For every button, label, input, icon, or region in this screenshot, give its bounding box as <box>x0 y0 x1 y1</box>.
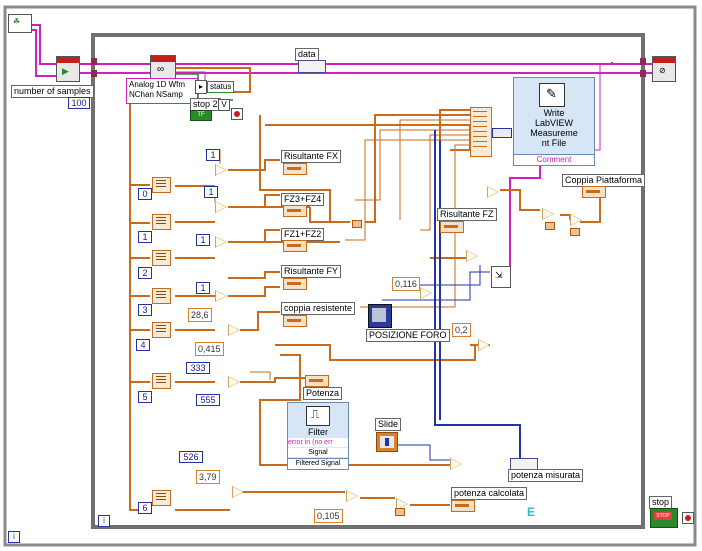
stop2-label: stop 2 <box>190 98 221 111</box>
constant-28-6[interactable]: 28,6 <box>188 308 212 322</box>
status-label: status <box>207 81 234 93</box>
channel-index-0[interactable]: 0 <box>138 188 152 200</box>
channel-index-1[interactable]: 1 <box>138 231 152 243</box>
coppia-resistente-indicator[interactable] <box>283 315 307 327</box>
multiply-node <box>228 324 240 336</box>
write-file-title: Write LabVIEW Measureme nt File <box>530 108 578 148</box>
number-of-samples-constant[interactable]: 100 <box>68 97 90 109</box>
to-double-node <box>545 222 555 230</box>
constant-0-105[interactable]: 0,105 <box>314 509 343 523</box>
add-node <box>487 186 499 198</box>
fz3-fz4-label: FZ3+FZ4 <box>281 193 324 206</box>
gain-constant-fz12[interactable]: 1 <box>196 234 210 246</box>
posizione-foro-label: POSIZIONE FORO <box>366 329 450 342</box>
multiply-node <box>346 490 358 502</box>
outer-stop-condition <box>682 512 694 524</box>
fz1-fz2-label: FZ1+FZ2 <box>281 228 324 241</box>
index-array-6 <box>152 490 171 506</box>
channel-index-6[interactable]: 6 <box>138 502 152 514</box>
constant-3-79[interactable]: 3,79 <box>196 470 220 484</box>
fz3-fz4-indicator[interactable] <box>283 205 307 217</box>
coppia-resistente-label: coppia resistente <box>281 302 355 315</box>
add-node <box>570 214 582 226</box>
index-array-0 <box>152 177 171 193</box>
risultante-fy-indicator[interactable] <box>283 278 307 290</box>
potenza-indicator[interactable] <box>305 375 329 387</box>
filter-signal-in: Signal <box>288 448 348 457</box>
daqmx-clear-task[interactable]: ⊘ <box>652 56 676 82</box>
convert-to-dynamic <box>492 128 512 138</box>
to-double-node <box>352 220 362 228</box>
subtract-node <box>466 250 478 262</box>
stop-condition <box>231 108 243 120</box>
constant-333[interactable]: 333 <box>186 362 210 374</box>
data-label: data <box>295 48 319 61</box>
e-marker: E <box>527 505 536 519</box>
loop-iteration-terminal: i <box>98 515 110 527</box>
stop-label: stop <box>649 496 672 509</box>
add-node <box>542 208 554 220</box>
filter-vi[interactable] <box>287 402 349 470</box>
filter-error-in: error in (no err <box>288 438 348 447</box>
to-double-node <box>570 228 580 236</box>
risultante-fy-label: Risultante FY <box>281 265 341 278</box>
potenza-calcolata-indicator[interactable] <box>451 500 475 512</box>
channel-index-4[interactable]: 4 <box>136 339 150 351</box>
stop2-terminal[interactable]: TF <box>190 110 212 121</box>
coppia-piattaforma-label: Coppia Piattaforma <box>562 174 645 187</box>
multiply-node <box>478 339 490 351</box>
potenza-misurata-label: potenza misurata <box>508 469 583 482</box>
multiply-node <box>215 201 227 213</box>
comment-terminal: Comment <box>514 154 594 165</box>
blue-wires <box>380 130 520 458</box>
or-gate: V <box>218 99 230 111</box>
index-array-5 <box>152 373 171 389</box>
fz1-fz2-indicator[interactable] <box>283 240 307 252</box>
loop-tunnel <box>91 70 97 77</box>
coppia-piattaforma-indicator[interactable] <box>582 186 606 198</box>
potenza-label: Potenza <box>303 387 342 400</box>
risultante-fz-indicator[interactable] <box>440 221 464 233</box>
risultante-fx-label: Risultante FX <box>281 150 341 163</box>
index-array-2 <box>152 250 171 266</box>
filter-title: Filter <box>308 427 328 437</box>
constant-0-415[interactable]: 0,415 <box>195 342 224 356</box>
slide-control[interactable] <box>376 432 398 452</box>
loop-tunnel <box>640 70 646 77</box>
number-of-samples-label: number of samples <box>11 85 94 98</box>
gain-constant-fz34[interactable]: 1 <box>204 186 218 198</box>
data-indicator[interactable] <box>298 60 326 73</box>
constant-555[interactable]: 555 <box>196 394 220 406</box>
daqmx-create-task[interactable]: ▶ <box>56 56 80 82</box>
index-array-4 <box>152 322 171 338</box>
channel-index-2[interactable]: 2 <box>138 267 152 279</box>
gain-constant-fx[interactable]: 1 <box>206 149 220 161</box>
posizione-foro-control[interactable] <box>368 304 392 328</box>
multiply-node <box>215 164 227 176</box>
to-double-node <box>395 508 405 516</box>
stop-button[interactable]: STOP <box>650 508 678 528</box>
gain-constant-fy[interactable]: 1 <box>196 282 210 294</box>
status-unbundle: ▸ <box>195 80 207 94</box>
multiply-node <box>232 486 244 498</box>
filter-signal-out: Filtered Signal <box>288 458 348 469</box>
filter-icon: ⎍ <box>306 406 330 426</box>
task-constant[interactable]: ☘ <box>8 14 32 33</box>
channel-index-3[interactable]: 3 <box>138 304 152 316</box>
loop-tunnel <box>640 58 646 65</box>
multiply-node <box>420 287 432 299</box>
constant-526[interactable]: 526 <box>179 451 203 463</box>
risultante-fx-indicator[interactable] <box>283 163 307 175</box>
daqmx-read[interactable]: ∞ <box>150 55 176 81</box>
multiply-node <box>450 458 462 470</box>
index-array-3 <box>152 288 171 304</box>
risultante-fz-label: Risultante FZ <box>437 208 497 221</box>
potenza-calcolata-label: potenza calcolata <box>451 487 527 500</box>
select-node: ⇲ <box>491 266 511 288</box>
multiply-node <box>215 290 227 302</box>
index-array-1 <box>152 214 171 230</box>
slide-label: Slide <box>375 418 401 431</box>
loop-tunnel <box>91 58 97 65</box>
outer-iteration-terminal: i <box>8 531 20 543</box>
multiply-node <box>228 376 240 388</box>
daq-mode-selector[interactable]: Analog 1D Wfm NChan NSamp <box>126 78 198 104</box>
write-file-icon: ✎ <box>539 83 565 107</box>
merge-signals <box>470 107 492 157</box>
constant-0-2[interactable]: 0,2 <box>452 323 471 337</box>
write-measurement-file-vi[interactable] <box>513 77 595 166</box>
constant-0-116[interactable]: 0,116 <box>392 277 420 291</box>
channel-index-5[interactable]: 5 <box>138 391 152 403</box>
multiply-node <box>215 236 227 248</box>
